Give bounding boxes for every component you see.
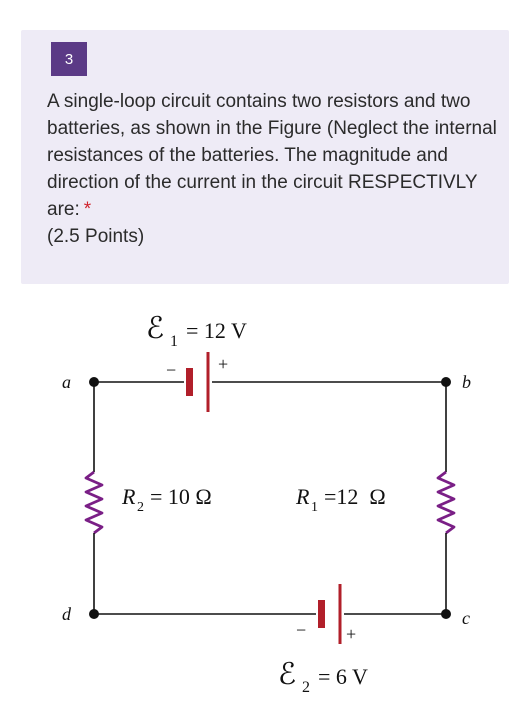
r1-symbol: R — [296, 484, 310, 509]
circuit-figure — [0, 284, 527, 700]
node-d-dot — [89, 609, 99, 619]
question-points: (2.5 Points) — [47, 226, 145, 247]
resistor-r1 — [438, 472, 454, 533]
r1-value: =12 Ω — [324, 484, 386, 509]
question-number-badge: 3 — [51, 42, 87, 76]
emf2-symbol: ℰ — [278, 658, 297, 691]
question-card — [21, 30, 509, 284]
node-c-label: c — [462, 608, 470, 628]
emf2-subscript: 2 — [302, 679, 310, 696]
question-text — [47, 88, 497, 250]
battery2-negative-plate — [318, 600, 325, 628]
emf2-value: = 6 V — [318, 664, 368, 689]
question-prompt: A single-loop circuit contains two resistors and two batteries, as shown in the Figure (Neglect the internal resistances of the batteries. The magnitude and direction of the current in the circuit RESPECTIVLY are: — [47, 91, 497, 220]
emf1-symbol: ℰ — [146, 312, 165, 345]
battery2-minus: − — [296, 620, 307, 640]
node-c-dot — [441, 609, 451, 619]
node-b-label: b — [462, 372, 471, 392]
resistor-r2 — [86, 472, 102, 533]
required-asterisk: * — [83, 199, 92, 220]
circuit-diagram — [0, 284, 527, 700]
emf1-subscript: 1 — [170, 333, 178, 350]
node-d-label: d — [62, 604, 71, 624]
battery1-minus: − — [166, 360, 177, 380]
battery1-negative-plate — [186, 368, 193, 396]
node-a-label: a — [62, 372, 71, 392]
emf1-value: = 12 V — [186, 318, 247, 343]
battery1-plus: + — [218, 354, 229, 374]
r2-symbol: R — [122, 484, 136, 509]
battery2-plus: + — [346, 624, 357, 644]
r1-subscript: 1 — [311, 500, 318, 515]
r2-value: = 10 Ω — [150, 484, 212, 509]
r2-subscript: 2 — [137, 500, 144, 515]
